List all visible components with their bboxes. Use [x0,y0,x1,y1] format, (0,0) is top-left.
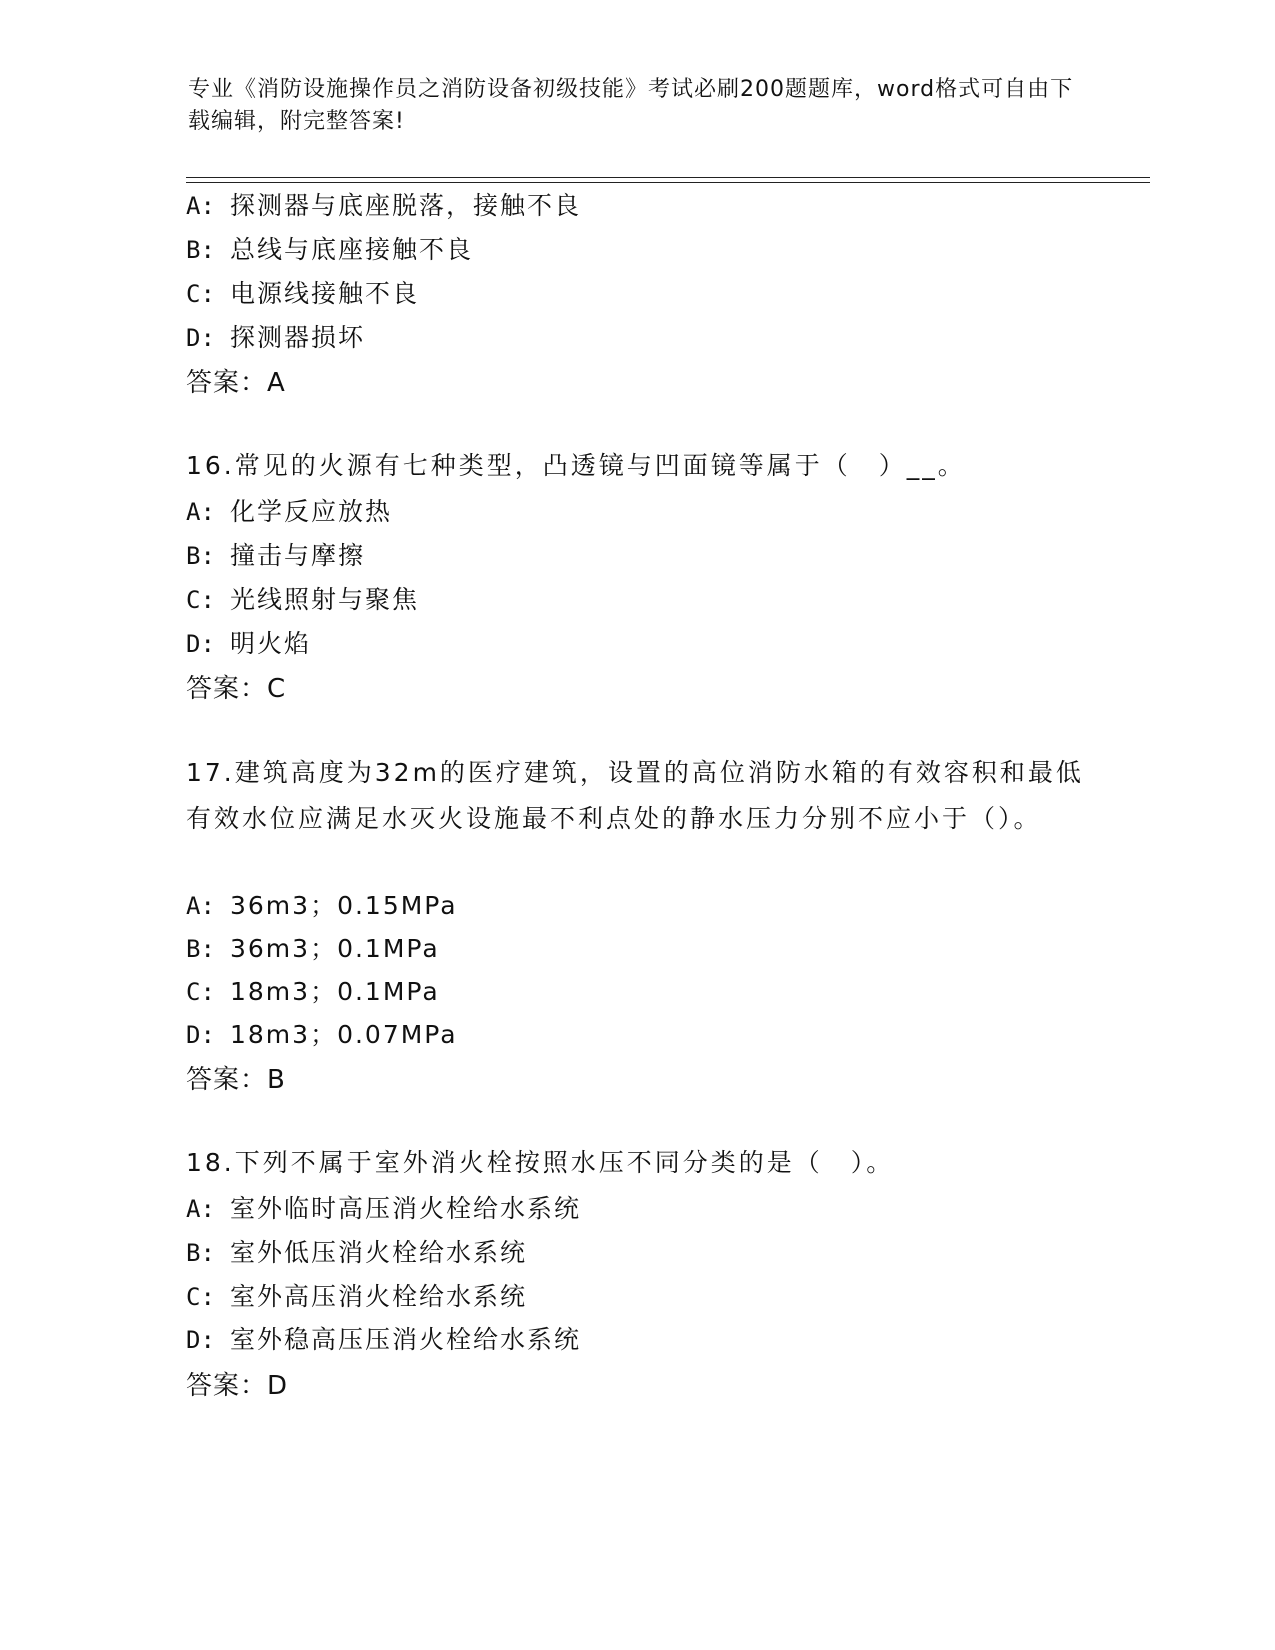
option-text: 室外稳高压压消火栓给水系统 [230,1325,582,1354]
option-text: 18m3；0.1MPa [230,977,440,1006]
q15-answer: 答案：A [186,368,286,398]
q15-option-b [186,230,473,266]
q15-option-a [186,186,581,222]
option-label: C: [186,280,215,308]
option-text: 36m3；0.15MPa [230,891,458,920]
option-label: B: [186,935,215,963]
option-text: 室外临时高压消火栓给水系统 [230,1194,582,1223]
option-text: 光线照射与聚焦 [230,585,420,614]
option-text: 探测器损坏 [230,323,366,352]
q17-option-d [186,1015,458,1051]
q17-answer: 答案：B [186,1065,286,1095]
option-label: D: [186,630,215,658]
option-label: C: [186,586,215,614]
q18-option-a [186,1189,581,1225]
q16-option-a [186,492,392,528]
q17-option-b [186,929,440,965]
option-text: 撞击与摩擦 [230,541,366,570]
option-text: 室外高压消火栓给水系统 [230,1282,528,1311]
option-text: 18m3；0.07MPa [230,1020,458,1049]
q17-option-a [186,886,458,922]
q18-option-b [186,1233,527,1269]
option-label: D: [186,1326,215,1354]
option-label: B: [186,1239,215,1267]
q16-answer: 答案：C [186,674,287,704]
q16-option-d [186,624,311,660]
option-label: D: [186,1021,215,1049]
q17-option-c [186,972,440,1008]
option-text: 总线与底座接触不良 [230,235,474,264]
header-divider-top [186,177,1150,178]
option-label: A: [186,498,215,526]
option-label: B: [186,542,215,570]
option-text: 电源线接触不良 [230,279,420,308]
q16-option-b [186,536,365,572]
q16-option-c [186,580,419,616]
option-text: 探测器与底座脱落，接触不良 [230,191,582,220]
option-label: D: [186,324,215,352]
q15-option-d [186,318,365,354]
q17-question: 17.建筑高度为32m的医疗建筑，设置的高位消防水箱的有效容积和最低有效水位应满足水灭火设施最不利点处的静水压力分别不应小于（）。 [186,758,1084,833]
option-text: 明火焰 [230,629,312,658]
option-text: 化学反应放热 [230,497,393,526]
option-text: 室外低压消火栓给水系统 [230,1238,528,1267]
document-header: 专业《消防设施操作员之消防设备初级技能》考试必刷200题题库，word格式可自由下载编辑，附完整答案! [188,77,1074,134]
q16-question: 16.常见的火源有七种类型，凸透镜与凹面镜等属于（ ）__。 [186,451,966,480]
option-label: A: [186,192,215,220]
q18-option-d [186,1320,581,1356]
option-label: A: [186,892,215,920]
option-text: 36m3；0.1MPa [230,934,440,963]
q18-question: 18.下列不属于室外消火栓按照水压不同分类的是（ ）。 [186,1148,895,1177]
option-label: C: [186,1283,215,1311]
option-label: A: [186,1195,215,1223]
q15-option-c [186,274,419,310]
header-divider-bottom [186,182,1150,183]
option-label: B: [186,236,215,264]
q18-option-c [186,1277,527,1313]
option-label: C: [186,978,215,1006]
q18-answer: 答案：D [186,1371,289,1401]
